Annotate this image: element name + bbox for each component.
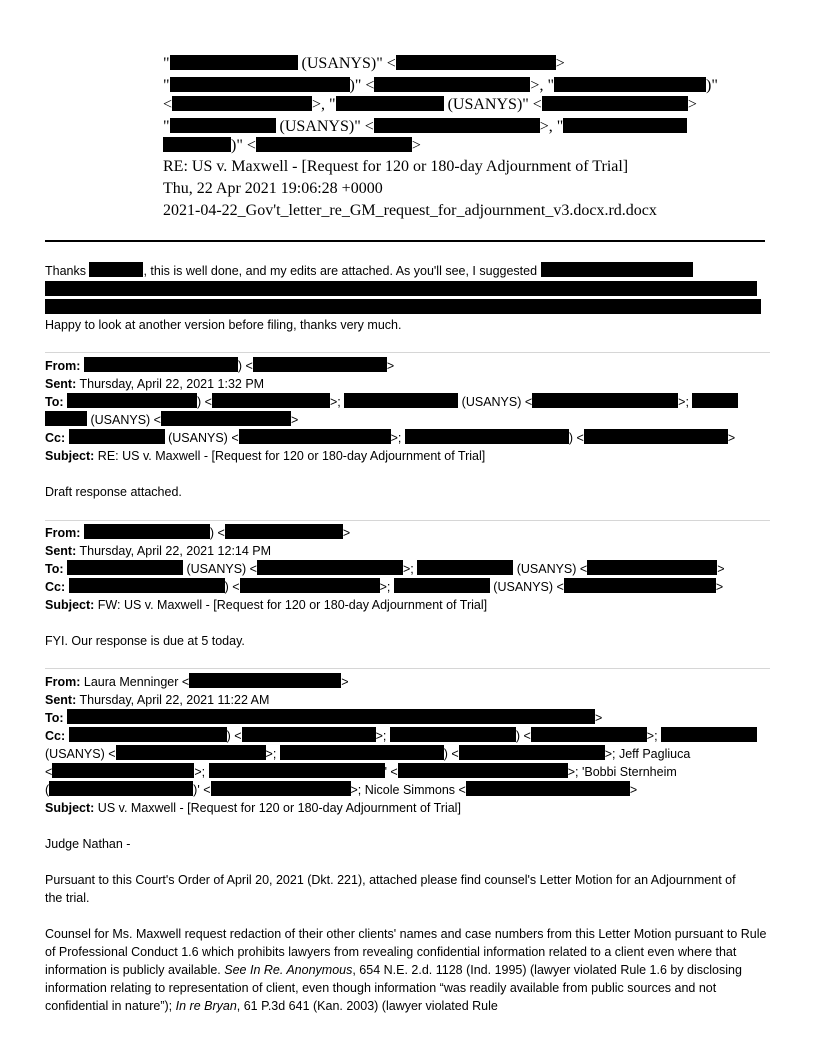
redaction — [239, 429, 391, 444]
m1-subject: RE: US v. Maxwell - [Request for 120 or 180-day Adjournment of Trial] — [97, 449, 486, 463]
m2-subject: FW: US v. Maxwell - [Request for 120 or 180-day Adjournment of Trial] — [97, 598, 488, 612]
redaction — [541, 262, 693, 277]
redaction — [398, 763, 568, 778]
m2-sent: Thursday, April 22, 2021 12:14 PM — [79, 544, 272, 558]
redaction — [45, 411, 87, 426]
redaction — [52, 763, 194, 778]
redaction — [172, 96, 312, 111]
m3-greeting: Judge Nathan - — [45, 837, 131, 851]
redaction — [69, 578, 225, 593]
redaction — [67, 393, 197, 408]
header-date: Thu, 22 Apr 2021 19:06:28 +0000 — [163, 180, 383, 197]
redaction — [390, 727, 516, 742]
m3-para-2: Counsel for Ms. Maxwell request redaction of their other clients' names and case numbers from this Letter Motion pursuant to Rule of Professional Conduct 1.6 which prohibits lawyers from revealing confidential information related to a client even where that information is publicly available. See In Re. Anonymous, 654 N.E. 2.d. 1128 (Ind. 1995) (lawyer violated Rule 1.6 by disclosing information relating to representation of client, even though information “was readily available from public sources and not confidential in nature”); In re Bryan, 61 P.3d 641 (Kan. 2003) (lawyer violated Rule — [45, 927, 767, 1013]
redaction — [394, 578, 490, 593]
redaction — [374, 118, 540, 133]
redaction — [564, 578, 716, 593]
header-subject: RE: US v. Maxwell - [Request for 120 or 180-day Adjournment of Trial] — [163, 158, 629, 175]
redaction — [256, 137, 412, 152]
redaction — [116, 745, 266, 760]
redaction — [466, 781, 630, 796]
header-usanys: (USANYS) — [301, 55, 377, 72]
redaction — [374, 77, 530, 92]
message-divider — [45, 352, 770, 353]
redaction — [405, 429, 569, 444]
m3-sent: Thursday, April 22, 2021 11:22 AM — [79, 693, 270, 707]
redaction — [89, 262, 143, 277]
reply-body-1: , this is well done, and my edits are attached. As you'll see, I suggested — [143, 264, 538, 278]
redaction — [161, 411, 291, 426]
redaction — [170, 118, 276, 133]
m3-from-name: Laura Menninger < — [83, 675, 190, 689]
header-divider — [45, 240, 765, 242]
redaction — [554, 77, 706, 92]
attachment-link[interactable]: 2021-04-22_Gov't_letter_re_GM_request_for_adjournment_v3.docx.rd.docx — [163, 202, 657, 219]
redaction — [396, 55, 556, 70]
message-divider — [45, 668, 770, 669]
redaction — [212, 393, 330, 408]
redaction — [344, 393, 458, 408]
redaction — [692, 393, 738, 408]
redaction — [336, 96, 444, 111]
redaction — [417, 560, 513, 575]
redaction — [563, 118, 687, 133]
redaction — [225, 524, 343, 539]
redaction — [584, 429, 728, 444]
redaction — [170, 77, 350, 92]
redaction — [661, 727, 757, 742]
redaction — [242, 727, 376, 742]
redaction — [67, 560, 183, 575]
m2-body: FYI. Our response is due at 5 today. — [45, 634, 245, 648]
m1-body: Draft response attached. — [45, 485, 182, 499]
redaction — [67, 709, 595, 724]
redaction — [257, 560, 403, 575]
redaction — [69, 429, 165, 444]
redaction — [531, 727, 647, 742]
redaction — [253, 357, 387, 372]
redaction — [240, 578, 380, 593]
m1-sent: Thursday, April 22, 2021 1:32 PM — [79, 377, 265, 391]
redaction — [542, 96, 688, 111]
message-divider — [45, 520, 770, 521]
redaction — [211, 781, 351, 796]
redaction — [209, 763, 385, 778]
m3-subject: US v. Maxwell - [Request for 120 or 180-day Adjournment of Trial] — [97, 801, 461, 815]
reply-body-2: Happy to look at another version before filing, thanks very much. — [45, 318, 402, 332]
redaction — [49, 781, 193, 796]
redaction — [45, 299, 761, 314]
redaction — [459, 745, 605, 760]
redaction — [189, 673, 341, 688]
m3-para-1: Pursuant to this Court's Order of April 20, 2021 (Dkt. 221), attached please find counsel's Letter Motion for an Adjournment of the trial. — [45, 873, 736, 905]
redaction — [69, 727, 227, 742]
redaction — [45, 281, 757, 296]
redaction — [587, 560, 717, 575]
redaction — [163, 137, 231, 152]
reply-thanks: Thanks — [45, 264, 86, 278]
redaction — [170, 55, 298, 70]
redaction — [532, 393, 678, 408]
redaction — [84, 524, 210, 539]
redaction — [84, 357, 238, 372]
redaction — [280, 745, 444, 760]
